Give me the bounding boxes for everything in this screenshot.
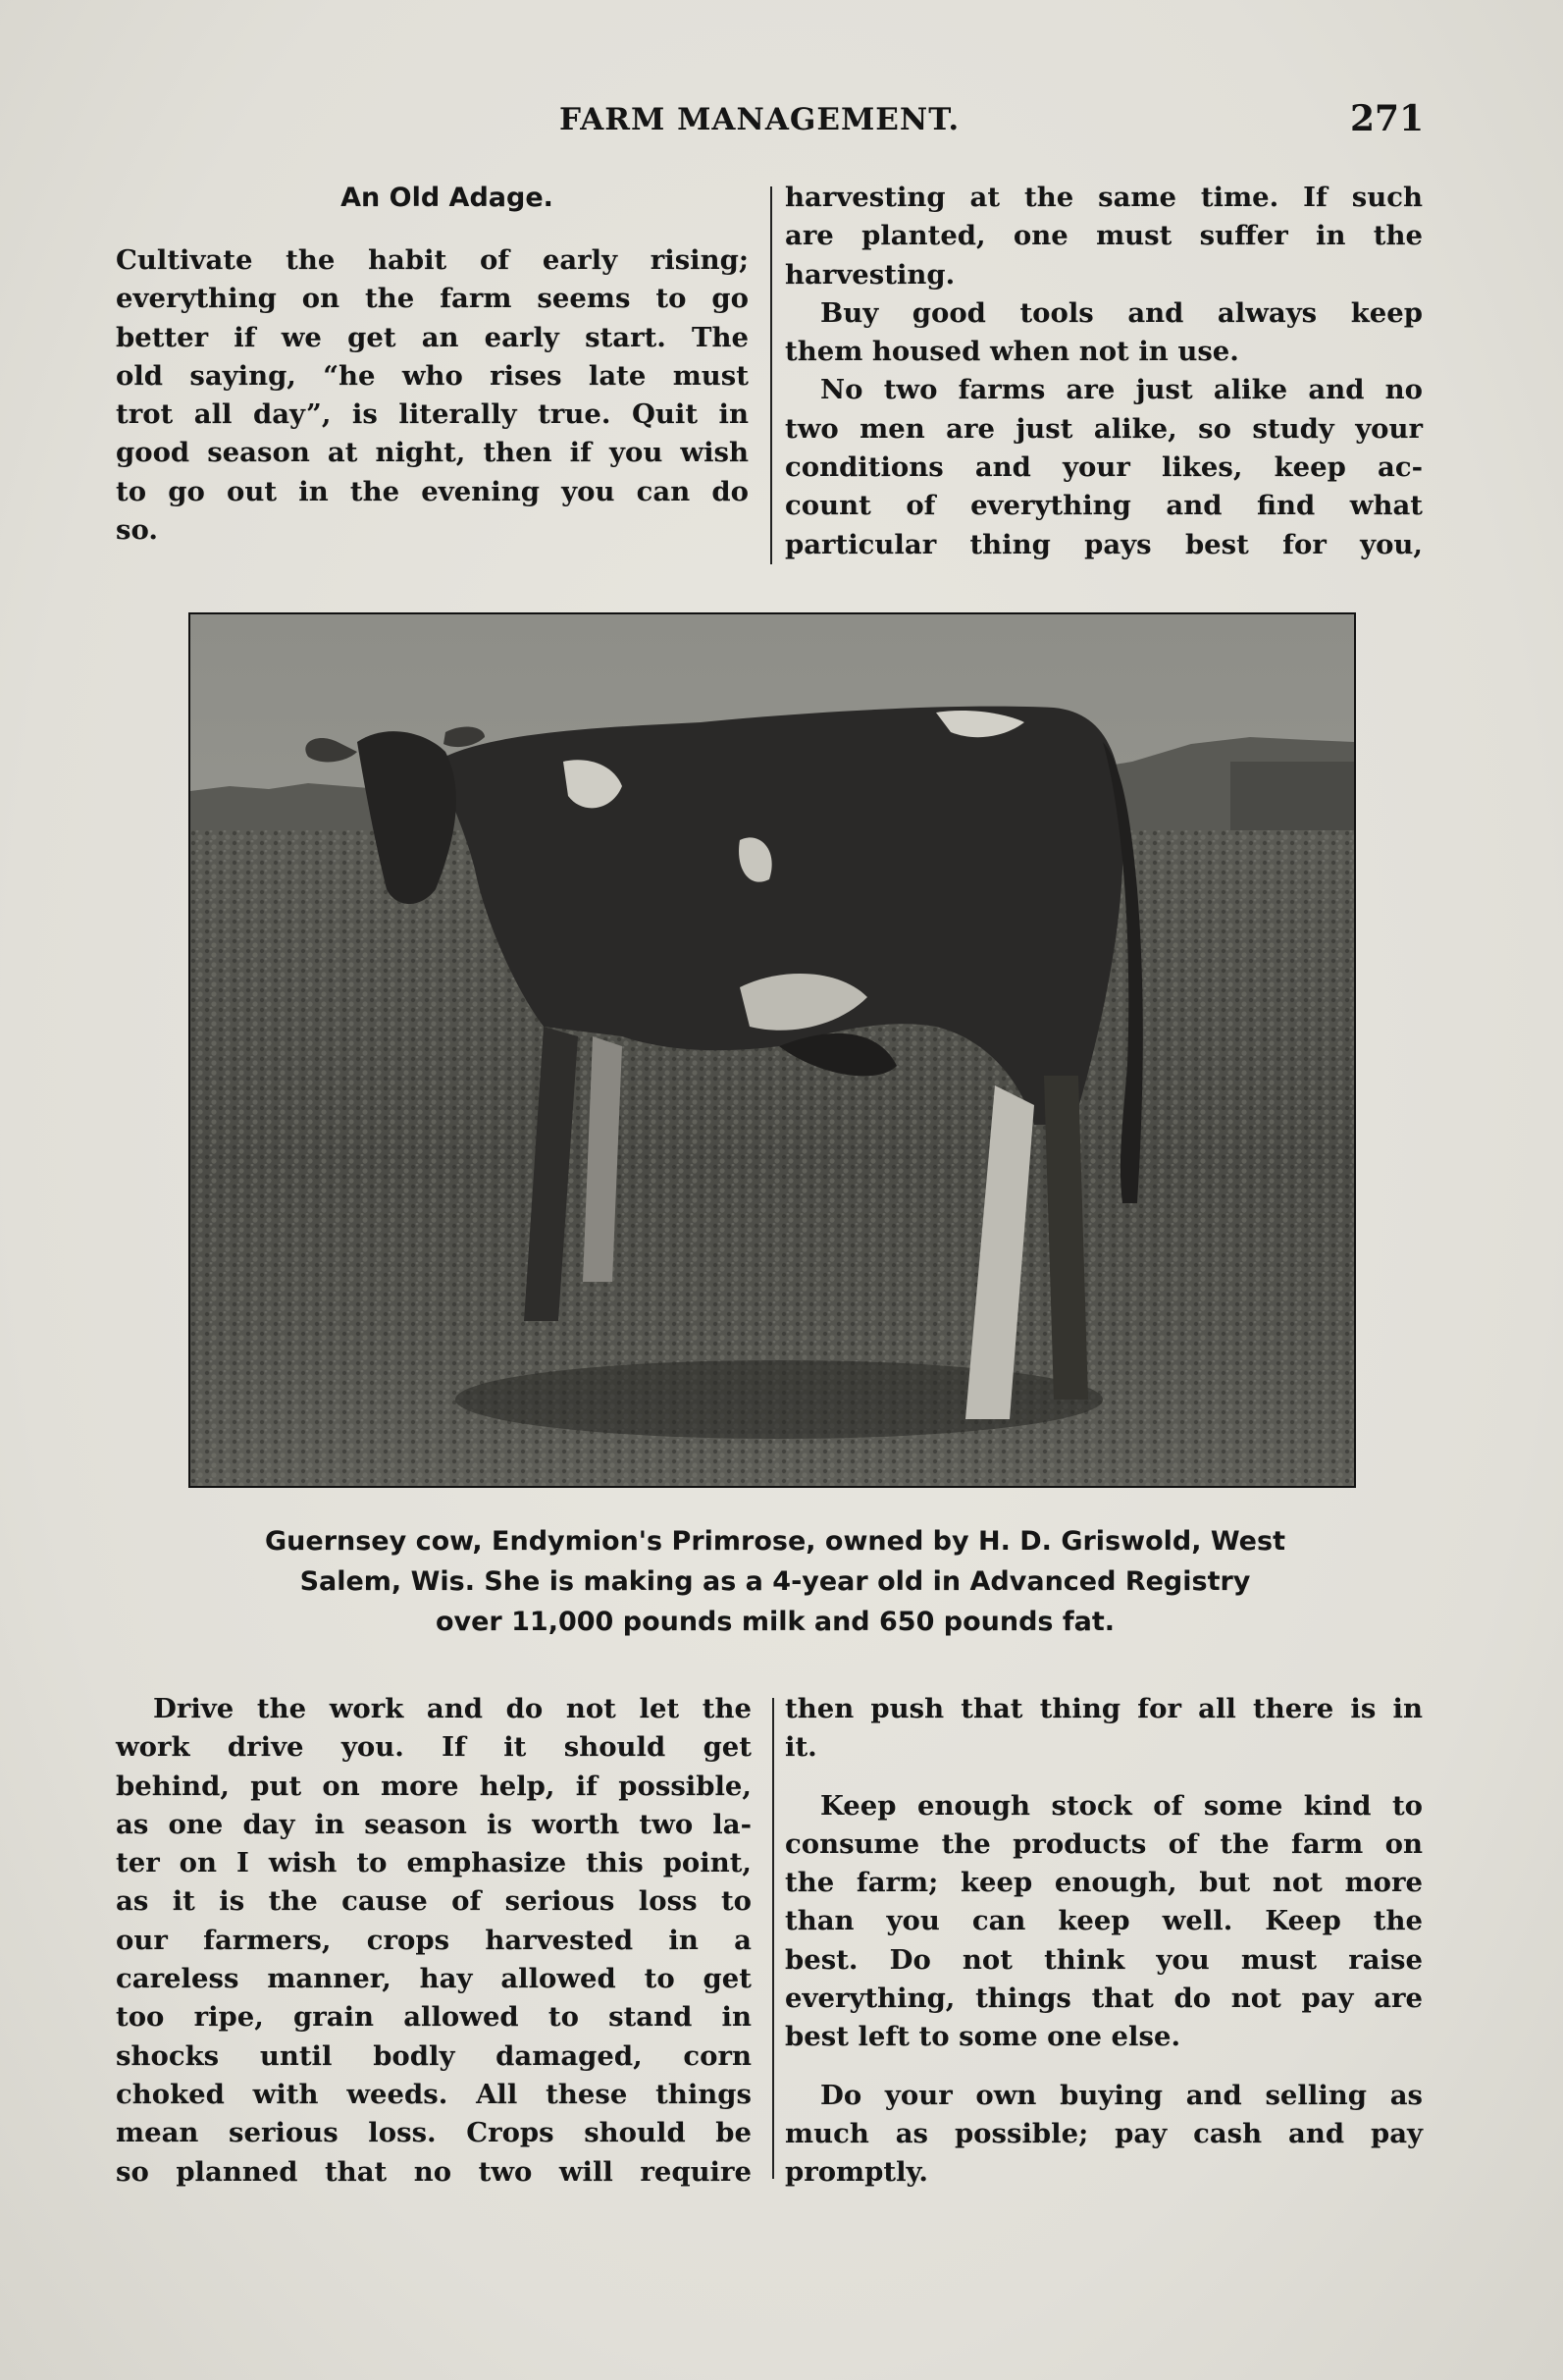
text-line: them housed when not in use. [785,336,1239,368]
text-line: count of everything and find what [785,490,1423,522]
page-header [0,98,1563,151]
text-line: too ripe, grain allowed to stand in [116,2001,752,2034]
text-line: work drive you. If it should get [116,1731,752,1764]
caption-line: over 11,000 pounds milk and 650 pounds fat. [435,1607,1116,1637]
text-line: consume the products of the farm on [785,1827,1423,1860]
text-line: than you can keep well. Keep the [785,1905,1423,1937]
photo-caption [167,1521,1383,1642]
text-line: shocks until bodly damaged, corn [116,2039,752,2072]
text-line: conditions and your likes, keep ac- [785,451,1423,484]
text-line: as one day in season is worth two la- [116,1808,752,1840]
text-line: Keep enough stock of some kind to [820,1789,1423,1822]
section-heading: An Old Adage. [340,183,553,213]
top-left-column [116,179,749,550]
text-line: the farm; keep enough, but not more [785,1867,1423,1899]
column-rule [770,186,772,564]
text-line: particular thing pays best for you, [785,528,1423,560]
text-line: Buy good tools and always keep [820,296,1423,329]
top-right-column [785,179,1423,564]
text-line: Drive the work and do not let the [153,1693,752,1724]
text-line: so. [116,514,158,547]
bottom-right-column [785,1690,1423,2193]
text-line: everything on the farm seems to go [116,283,749,315]
paragraph [785,2077,1423,2193]
text-line: harvesting at the same time. If such [785,182,1423,213]
paragraph [785,179,1423,294]
paragraph [116,241,749,550]
text-line: so planned that no two will require [116,2155,752,2188]
running-title: FARM MANAGEMENT. [559,102,961,137]
text-line: it. [785,1731,817,1764]
cow-photograph [188,612,1356,1488]
text-line: Cultivate the habit of early rising; [116,244,749,276]
text-line: much as possible; pay cash and pay [785,2117,1423,2149]
text-line: two men are just alike, so study your [785,412,1423,445]
text-line: are planted, one must suffer in the [785,220,1423,252]
paragraph [785,294,1423,372]
text-line: behind, put on more help, if possible, [116,1770,752,1802]
text-line: promptly. [785,2156,928,2189]
text-line: better if we get an early start. The [116,321,749,353]
text-line: our farmers, crops harvested in a [116,1924,752,1956]
text-line: good season at night, then if you wish [116,437,749,469]
paragraph [785,371,1423,563]
caption-line: Guernsey cow, Endymion's Primrose, owned by H. D. Griswold, West [265,1526,1285,1557]
text-line: ter on I wish to emphasize this point, [116,1847,752,1879]
paragraph [785,1690,1423,1768]
text-line: choked with weeds. All these things [116,2078,752,2110]
text-line: harvesting. [785,258,956,291]
text-line: mean serious loss. Crops should be [116,2117,752,2149]
text-line: careless manner, hay allowed to get [116,1963,752,1995]
caption-line: Salem, Wis. She is making as a 4-year old in Advanced Registry [299,1566,1251,1597]
text-line: best. Do not think you must raise [785,1943,1423,1976]
text-line: old saying, “he who rises late must [116,359,749,392]
text-line: then push that thing for all there is in [785,1693,1423,1724]
text-line: trot all day”, is literally true. Quit in [116,398,749,431]
column-rule [772,1698,774,2179]
text-line: to go out in the evening you can do [116,475,749,507]
text-line: No two farms are just alike and no [820,374,1423,406]
bottom-left-column [116,1690,752,2192]
text-line: everything, things that do not pay are [785,1983,1423,2015]
text-line: best left to some one else. [785,2021,1181,2053]
text-line: Do your own buying and selling as [820,2079,1423,2111]
cow-illustration [190,614,1354,1486]
paragraph [116,1690,752,2192]
paragraph [785,1787,1423,2057]
page-number: 271 [1350,98,1425,139]
text-line: as it is the cause of serious loss to [116,1885,752,1918]
